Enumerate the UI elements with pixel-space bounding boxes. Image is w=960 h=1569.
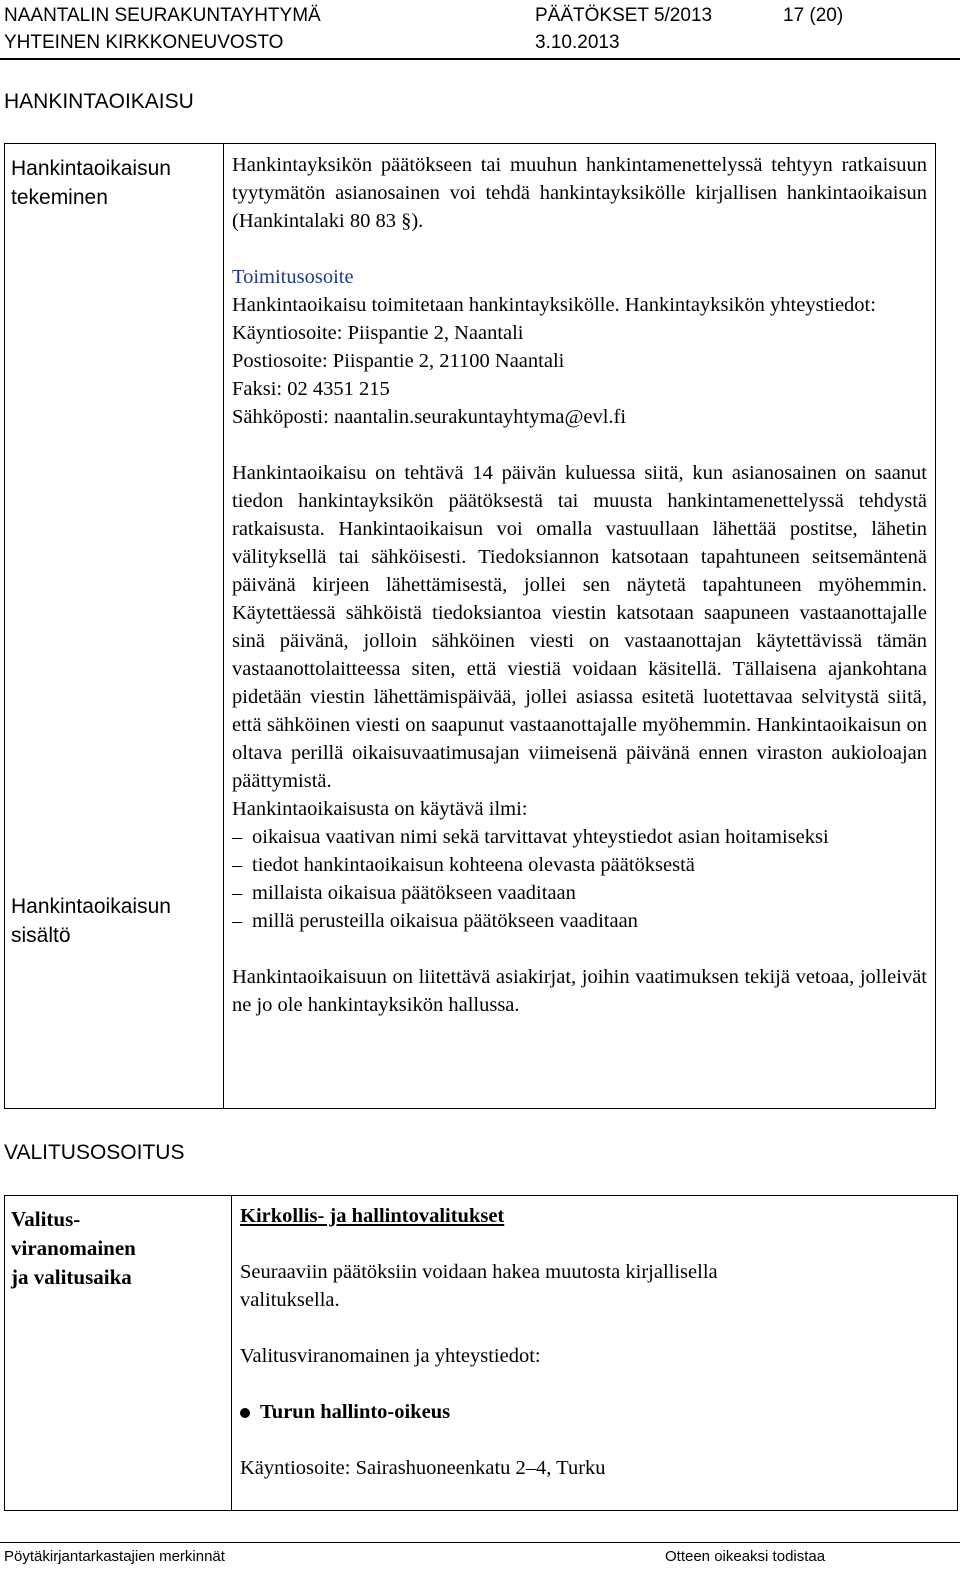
header-body: YHTEINEN KIRKKONEUVOSTO xyxy=(4,32,284,53)
address-line: Postiosoite: Piispantie 2, 21100 Naantali xyxy=(232,350,565,372)
court-address: Käyntiosoite: Sairashuoneenkatu 2–4, Turku xyxy=(240,1457,606,1479)
footer-left: Pöytäkirjantarkastajien merkinnät xyxy=(4,1548,225,1565)
appeal-heading: Kirkollis- ja hallintovalitukset xyxy=(240,1205,505,1227)
label-line: tekeminen xyxy=(11,186,108,209)
header-date: 3.10.2013 xyxy=(535,32,620,53)
label-tekeminen xyxy=(5,144,223,212)
dash-marker: – xyxy=(232,854,243,876)
bullet-icon xyxy=(240,1408,250,1418)
address-line: Hankintaoikaisu toimitetaan hankintayksikölle. Hankintayksikön yhteystiedot: xyxy=(232,294,876,316)
court-name: Turun hallinto-oikeus xyxy=(260,1401,451,1423)
email-address: Sähköposti: naantalin.seurakuntayhtyma@evl.fi xyxy=(232,406,627,428)
section-title-valitusosoitus: VALITUSOSOITUS xyxy=(4,1141,185,1164)
label-sisalto xyxy=(5,212,223,950)
dash-marker: – xyxy=(232,826,243,848)
list-item-text: tiedot hankintaoikaisun kohteena olevasta päätöksestä xyxy=(252,854,695,876)
content-intro: Hankintaoikaisusta on käytävä ilmi: xyxy=(232,798,528,820)
list-item xyxy=(232,907,927,935)
header-org: NAANTALIN SEURAKUNTAYHTYMÄ xyxy=(4,5,321,26)
label-line: sisältö xyxy=(11,924,71,947)
section-title-hankintaoikaisu: HANKINTAOIKAISU xyxy=(4,90,194,113)
dash-marker: – xyxy=(232,882,243,904)
list-item-text: millaista oikaisua päätökseen vaaditaan xyxy=(252,882,576,904)
label-line: ja valitusaika xyxy=(11,1265,132,1289)
dash-marker: – xyxy=(232,910,243,932)
list-item xyxy=(232,851,927,879)
deadline-paragraph: Hankintaoikaisu on tehtävä 14 päivän kuluessa siitä, kun asianosainen on saanut tiedon hankintayksikön päätöksestä tai muusta hankintamenettelyssä tehdystä ratkaisusta. Hankintaoikaisun voi omalla vastuullaan lähettää postitse, lähetin välityksellä tai sähköisesti. Tiedoksiannon katsotaan tapahtuneen seitsemäntenä päivänä kirjeen lähettämisestä, jollei sen näytetä tapahtuneen myöhemmin. Käytettäessä sähköistä tiedoksiantoa viestin katsotaan saapuneen vastaanottajalle sinä päivänä, jolloin sähköinen viesti on vastaanottajan käytettävissä tämän vastaanottolaitteessa siten, että viestiä voidaan käsitellä. Tällaisena ajankohtana pidetään viestin lähettämispäivää, jollei asiassa esitetä luotettavaa selvitystä siitä, että sähköinen viesti on saapunut vastaanottajalle myöhemmin. Hankintaoikaisun on oltava perillä oikaisuvaatimusajan viimeisenä päivänä ennen viraston aukioloajan päättymistä. xyxy=(232,462,927,792)
label-line: Valitus- xyxy=(11,1207,81,1231)
intro-paragraph: Hankintayksikön päätökseen tai muuhun hankintamenettelyssä tehtyyn ratkaisuun tyytymätön asianosainen voi tehdä hankintayksikölle kirjallisen hankintaoikaisun (Hankintalaki 80 83 §). xyxy=(232,154,927,232)
attachments-paragraph: Hankintaoikaisuun on liitettävä asiakirjat, joihin vaatimuksen tekijä vetoaa, jolleivät ne jo ole hankintayksikön hallussa. xyxy=(232,966,927,1016)
list-item-text: millä perusteilla oikaisua päätökseen vaaditaan xyxy=(252,910,638,932)
label-line: viranomainen xyxy=(11,1236,136,1260)
header-page-number: 17 (20) xyxy=(783,5,844,26)
address-line: Faksi: 02 4351 215 xyxy=(232,378,390,400)
footer-right: Otteen oikeaksi todistaa xyxy=(665,1548,826,1565)
hankintaoikaisu-table xyxy=(4,143,936,1109)
appeal-paragraph: Seuraaviin päätöksiin voidaan hakea muutosta kirjallisella valituksella. xyxy=(240,1261,718,1311)
list-item xyxy=(232,823,927,851)
list-item xyxy=(232,879,927,907)
list-item-text: oikaisua vaativan nimi sekä tarvittavat yhteystiedot asian hoitamiseksi xyxy=(252,826,829,848)
label-line: Hankintaoikaisun xyxy=(11,895,171,918)
address-heading: Toimitusosoite xyxy=(232,266,354,288)
address-line: Käyntiosoite: Piispantie 2, Naantali xyxy=(232,322,524,344)
authority-intro: Valitusviranomainen ja yhteystiedot: xyxy=(240,1345,541,1367)
header-divider xyxy=(0,58,960,60)
footer-divider xyxy=(0,1542,960,1543)
court-list-item xyxy=(240,1398,720,1426)
header-decisions: PÄÄTÖKSET 5/2013 xyxy=(535,5,713,26)
label-valitusviranomainen xyxy=(5,1196,231,1292)
valitusosoitus-table xyxy=(4,1195,958,1511)
label-line: Hankintaoikaisun xyxy=(11,157,171,180)
